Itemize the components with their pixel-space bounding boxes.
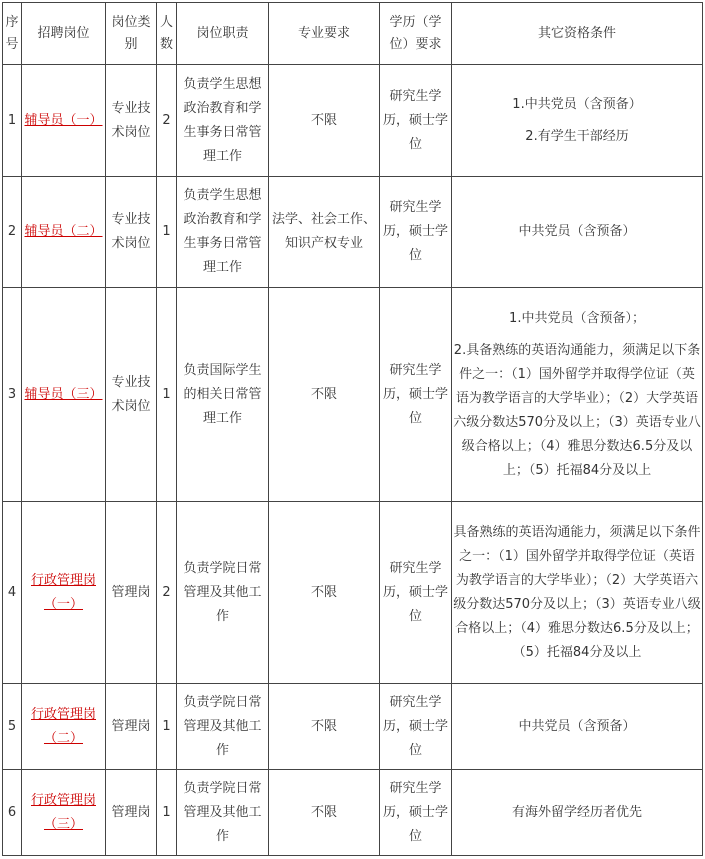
count-cell: 1 — [157, 177, 177, 288]
requirement-item: 2.有学生干部经历 — [525, 128, 629, 144]
count-cell: 1 — [157, 684, 177, 770]
row-index: 3 — [3, 288, 22, 502]
duty-cell: 负责学院日常管理及其他工作 — [177, 502, 269, 684]
requirement-item: 2.具备熟练的英语沟通能力，须满足以下条件之一：（1）国外留学并取得学位证（英语为教学语言的大学毕业）；（2）大学英语六级分数达570分及以上；（3）英语专业八级合格以上；（4）雅思分数达6.5分及以上；（5）托福84分及以上 — [453, 342, 701, 478]
count-cell: 2 — [157, 502, 177, 684]
position-cell — [22, 770, 106, 856]
position-link[interactable]: 辅导员（一） — [24, 112, 103, 128]
position-cell — [22, 684, 106, 770]
position-link[interactable]: 辅导员（三） — [24, 386, 103, 402]
duty-cell: 负责学生思想政治教育和学生事务日常管理工作 — [177, 65, 269, 177]
row-index: 5 — [3, 684, 22, 770]
table-row — [3, 288, 703, 502]
category-cell: 专业技术岗位 — [106, 288, 157, 502]
row-index: 1 — [3, 65, 22, 177]
major-cell: 不限 — [269, 288, 380, 502]
header-index: 序号 — [3, 3, 22, 65]
header-major: 专业要求 — [269, 3, 380, 65]
header-category: 岗位类别 — [106, 3, 157, 65]
requirements-cell — [452, 288, 703, 502]
count-cell: 1 — [157, 288, 177, 502]
header-position: 招聘岗位 — [22, 3, 106, 65]
requirements-cell — [452, 177, 703, 288]
table-row — [3, 684, 703, 770]
requirements-cell — [452, 684, 703, 770]
count-cell: 1 — [157, 770, 177, 856]
position-cell — [22, 288, 106, 502]
requirement-item: 中共党员（含预备） — [518, 224, 636, 239]
requirement-item: 中共党员（含预备） — [518, 718, 636, 734]
table-row — [3, 770, 703, 856]
duty-cell: 负责学生思想政治教育和学生事务日常管理工作 — [177, 177, 269, 288]
requirement-item: 1.中共党员（含预备）； — [509, 310, 645, 326]
requirements-cell — [452, 770, 703, 856]
major-cell: 法学、社会工作、知识产权专业 — [269, 177, 380, 288]
education-cell: 研究生学历，硕士学位 — [380, 177, 452, 288]
position-link[interactable]: 行政管理岗（一） — [30, 572, 96, 612]
education-cell: 研究生学历，硕士学位 — [380, 770, 452, 856]
duty-cell: 负责国际学生的相关日常管理工作 — [177, 288, 269, 502]
position-cell — [22, 177, 106, 288]
table-header-row — [3, 3, 703, 65]
table-row — [3, 65, 703, 177]
category-cell: 管理岗 — [106, 502, 157, 684]
table-row — [3, 502, 703, 684]
position-cell — [22, 65, 106, 177]
education-cell: 研究生学历，硕士学位 — [380, 288, 452, 502]
category-cell: 管理岗 — [106, 684, 157, 770]
requirement-item: 1.中共党员（含预备） — [512, 96, 642, 112]
row-index: 2 — [3, 177, 22, 288]
education-cell: 研究生学历，硕士学位 — [380, 502, 452, 684]
position-link[interactable]: 行政管理岗（三） — [30, 792, 96, 832]
major-cell: 不限 — [269, 65, 380, 177]
requirements-cell — [452, 502, 703, 684]
requirement-item: 有海外留学经历者优先 — [511, 804, 642, 820]
major-cell: 不限 — [269, 684, 380, 770]
header-count: 人数 — [157, 3, 177, 65]
position-link[interactable]: 辅导员（二） — [24, 224, 103, 239]
recruitment-table — [2, 2, 703, 856]
position-cell — [22, 502, 106, 684]
requirements-cell — [452, 65, 703, 177]
major-cell: 不限 — [269, 502, 380, 684]
header-other: 其它资格条件 — [452, 3, 703, 65]
requirement-item: 具备熟练的英语沟通能力，须满足以下条件之一：（1）国外留学并取得学位证（英语为教学语言的大学毕业）；（2）大学英语六级分数达570分及以上；（3）英语专业八级合格以上；（4）雅思分数达6.5分及以上；（5）托福84分及以上 — [453, 524, 701, 660]
table-row — [3, 177, 703, 288]
category-cell: 专业技术岗位 — [106, 177, 157, 288]
row-index: 6 — [3, 770, 22, 856]
duty-cell: 负责学院日常管理及其他工作 — [177, 684, 269, 770]
major-cell: 不限 — [269, 770, 380, 856]
row-index: 4 — [3, 502, 22, 684]
category-cell: 管理岗 — [106, 770, 157, 856]
header-education: 学历（学位）要求 — [380, 3, 452, 65]
category-cell: 专业技术岗位 — [106, 65, 157, 177]
count-cell: 2 — [157, 65, 177, 177]
education-cell: 研究生学历，硕士学位 — [380, 684, 452, 770]
duty-cell: 负责学院日常管理及其他工作 — [177, 770, 269, 856]
header-duty: 岗位职责 — [177, 3, 269, 65]
position-link[interactable]: 行政管理岗（二） — [30, 706, 96, 746]
education-cell: 研究生学历，硕士学位 — [380, 65, 452, 177]
